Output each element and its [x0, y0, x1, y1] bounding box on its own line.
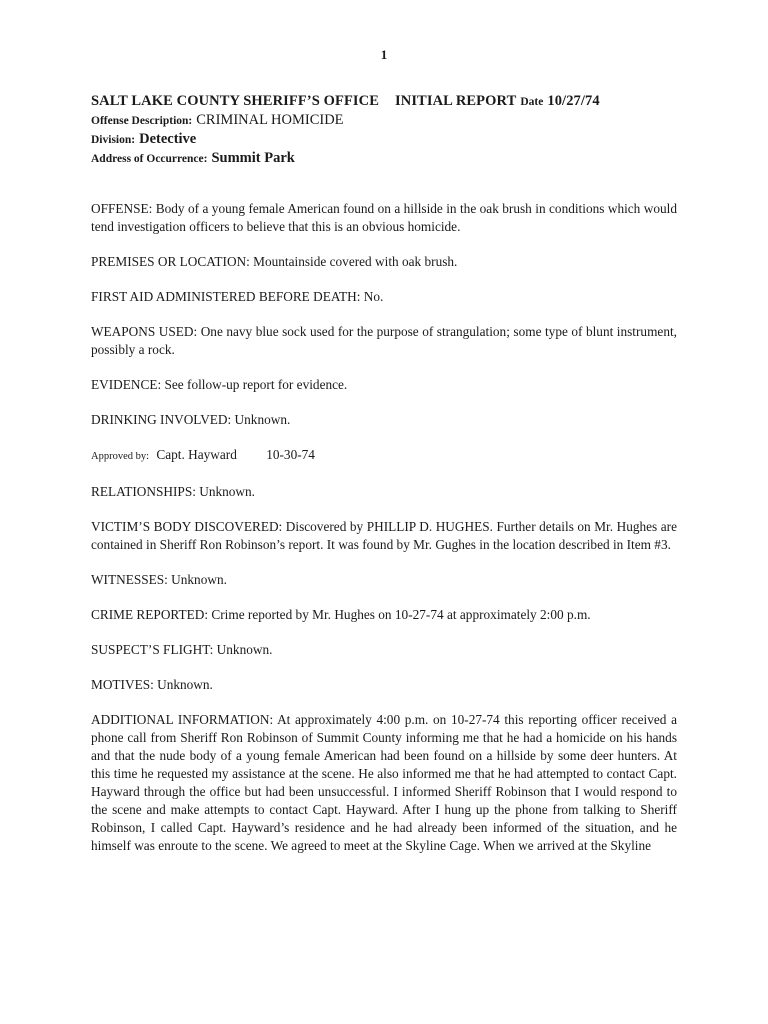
date-value: 10/27/74	[547, 93, 600, 109]
paragraph-weapons: WEAPONS USED: One navy blue sock used for the purpose of strangulation; some type of blunt instrument, possibly a rock.	[91, 324, 677, 357]
division-line	[91, 130, 691, 149]
address-value: Summit Park	[211, 150, 295, 166]
paragraph-witnesses: WITNESSES: Unknown.	[91, 572, 227, 587]
office-name: SALT LAKE COUNTY SHERIFF’S OFFICE	[91, 93, 379, 109]
date-label: Date	[520, 96, 544, 108]
address-label: Address of Occurrence:	[91, 153, 208, 165]
paragraph-first-aid: FIRST AID ADMINISTERED BEFORE DEATH: No.	[91, 289, 384, 304]
paragraph-additional-info: ADDITIONAL INFORMATION: At approximately 4:00 p.m. on 10-27-74 this reporting officer received a phone call from Sheriff Ron Robinson of Summit County informing me that he had a homicide on his hands and that the nude body of a young female American had been found on a hillside by some deer hunters. At this time he requested my assistance at the scene. He also informed me that he had attempted to contact Capt. Hayward through the office but had been unsuccessful. I informed Sheriff Robinson that I would respond to the scene and make attempts to contact Capt. Hayward. After I hung up the phone from talking to Sheriff Robinson, I called Capt. Hayward’s residence and he had already been informed of the situation, and he himself was enroute to the scene. We agreed to meet at the Skyline Cage. When we arrived at the Skyline	[91, 712, 677, 853]
approved-by-label: Approved by:	[91, 451, 150, 462]
approved-date: 10-30-74	[266, 447, 315, 462]
header-title-line	[91, 92, 691, 111]
offense-label: Offense Description:	[91, 115, 193, 127]
paragraph-drinking: DRINKING INVOLVED: Unknown.	[91, 412, 291, 427]
paragraph-evidence: EVIDENCE: See follow-up report for evidence.	[91, 377, 348, 392]
approval-line	[91, 446, 677, 466]
offense-value: CRIMINAL HOMICIDE	[196, 112, 344, 128]
paragraph-motives: MOTIVES: Unknown.	[91, 677, 213, 692]
division-label: Division:	[91, 134, 136, 146]
offense-line	[91, 111, 691, 130]
report-header	[91, 92, 691, 168]
paragraph-offense: OFFENSE: Body of a young female American found on a hillside in the oak brush in conditions which would tend investigation officers to believe that this is an obvious homicide.	[91, 201, 677, 234]
report-body	[91, 200, 677, 872]
approved-by-name: Capt. Hayward	[156, 447, 237, 462]
page-number: 1	[380, 47, 388, 62]
paragraph-premises: PREMISES OR LOCATION: Mountainside covered with oak brush.	[91, 254, 458, 269]
address-line	[91, 149, 691, 168]
paragraph-body-discovered: VICTIM’S BODY DISCOVERED: Discovered by PHILLIP D. HUGHES. Further details on Mr. Hughes are contained in Sheriff Ron Robinson’s report. It was found by Mr. Gughes in the location described in Item #3.	[91, 519, 677, 552]
paragraph-crime-reported: CRIME REPORTED: Crime reported by Mr. Hughes on 10-27-74 at approximately 2:00 p.m.	[91, 607, 591, 622]
paragraph-relationships: RELATIONSHIPS: Unknown.	[91, 484, 256, 499]
division-value: Detective	[139, 131, 197, 147]
paragraph-suspect-flight: SUSPECT’S FLIGHT: Unknown.	[91, 642, 273, 657]
report-type: INITIAL REPORT	[395, 93, 517, 109]
